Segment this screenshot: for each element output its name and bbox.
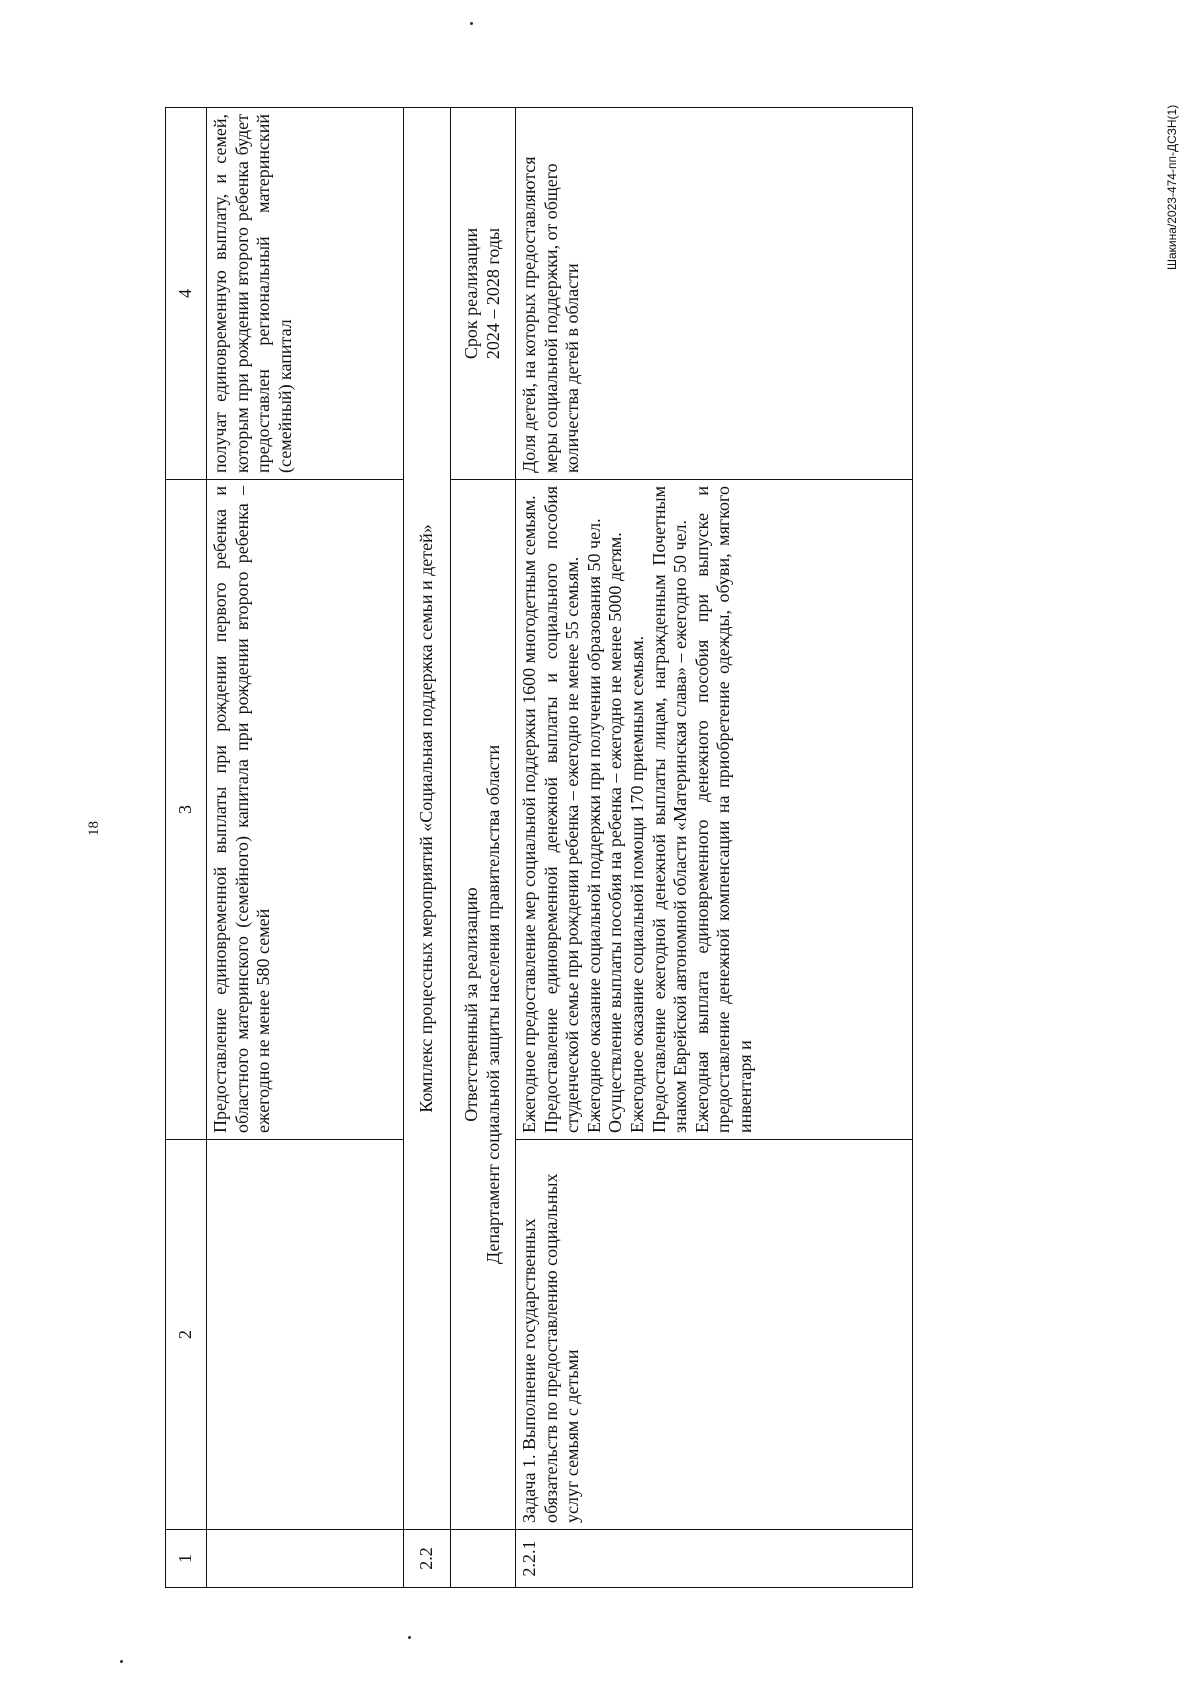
page-number: 18 [86, 821, 102, 836]
cell-empty [207, 1140, 404, 1530]
term-cell [451, 108, 516, 480]
measures-table [165, 107, 913, 1588]
section-number: 2.2 [404, 1530, 451, 1588]
responsible-cell [451, 480, 516, 1530]
result-item: Предоставление единовременной денежной выплаты и социального пособия студенческой семье при рождении ребенка – ежегодно не менее 55 семьям. [540, 486, 583, 1133]
result-item: Ежегодная выплата единовременного денежного пособия при выпуске и предоставление денежной компенсации на приобретение одежды, обуви, мягкого инвентаря и [691, 486, 755, 1133]
task-title: Задача 1. Выполнение государственных обязательств по предоставлению социальных услуг семьям с детьми [516, 1140, 913, 1530]
scan-speck [470, 22, 473, 25]
header-col-3: 3 [166, 480, 207, 1140]
result-item: Предоставление ежегодной денежной выплаты лицам, награжденным Почетным знаком Еврейской автономной области «Материнская слава» – ежегодно 50 чел. [648, 486, 691, 1133]
scan-speck [120, 1660, 123, 1663]
header-col-2: 2 [166, 1140, 207, 1530]
result-item: Ежегодное оказание социальной помощи 170 приемным семьям. [626, 635, 647, 1133]
task-indicator: Доля детей, на которых предоставляются меры социальной поддержки, от общего количества детей в области [516, 108, 913, 480]
rotated-table-wrapper [165, 108, 1055, 1588]
task-results [516, 480, 913, 1140]
document-id: Шакина/2023-474-пп-ДСЗН(1) [1165, 104, 1179, 270]
task-number: 2.2.1 [516, 1530, 913, 1588]
section-row [404, 108, 451, 1588]
table-row [207, 108, 404, 1588]
header-row [166, 108, 207, 1588]
scan-speck [408, 1636, 411, 1639]
responsible-row [451, 108, 516, 1588]
responsible-value: Департамент социальной защиты населения правительства области [483, 744, 503, 1265]
header-col-4: 4 [166, 108, 207, 480]
result-item: Ежегодное предоставление мер социальной поддержки 1600 многодетным семьям. [519, 495, 539, 1133]
task-row [516, 108, 913, 1588]
responsible-label: Ответственный за реализацию [461, 887, 482, 1122]
result-item: Осуществление выплаты пособия на ребенка – ежегодно не менее 5000 детям. [605, 532, 626, 1133]
term-label: Срок реализации [461, 227, 482, 360]
result-item: Ежегодное оказание социальной поддержки при получении образования 50 чел. [583, 518, 604, 1133]
cell-empty [451, 1530, 516, 1588]
result-cell: получат единовременную выплату, и семей, которым при рождении второго ребенка будет предоставлен региональный материнский (семейный) капитал [207, 108, 404, 480]
term-value: 2024 – 2028 годы [483, 227, 503, 360]
cell-empty [207, 1530, 404, 1588]
measure-cell: Предоставление единовременной выплаты при рождении первого ребенка и областного материнского (семейного) капитала при рождении второго ребенка – ежегодно не менее 580 семей [207, 480, 404, 1140]
header-col-1: 1 [166, 1530, 207, 1588]
section-title: Комплекс процессных мероприятий «Социальная поддержка семьи и детей» [404, 108, 451, 1530]
